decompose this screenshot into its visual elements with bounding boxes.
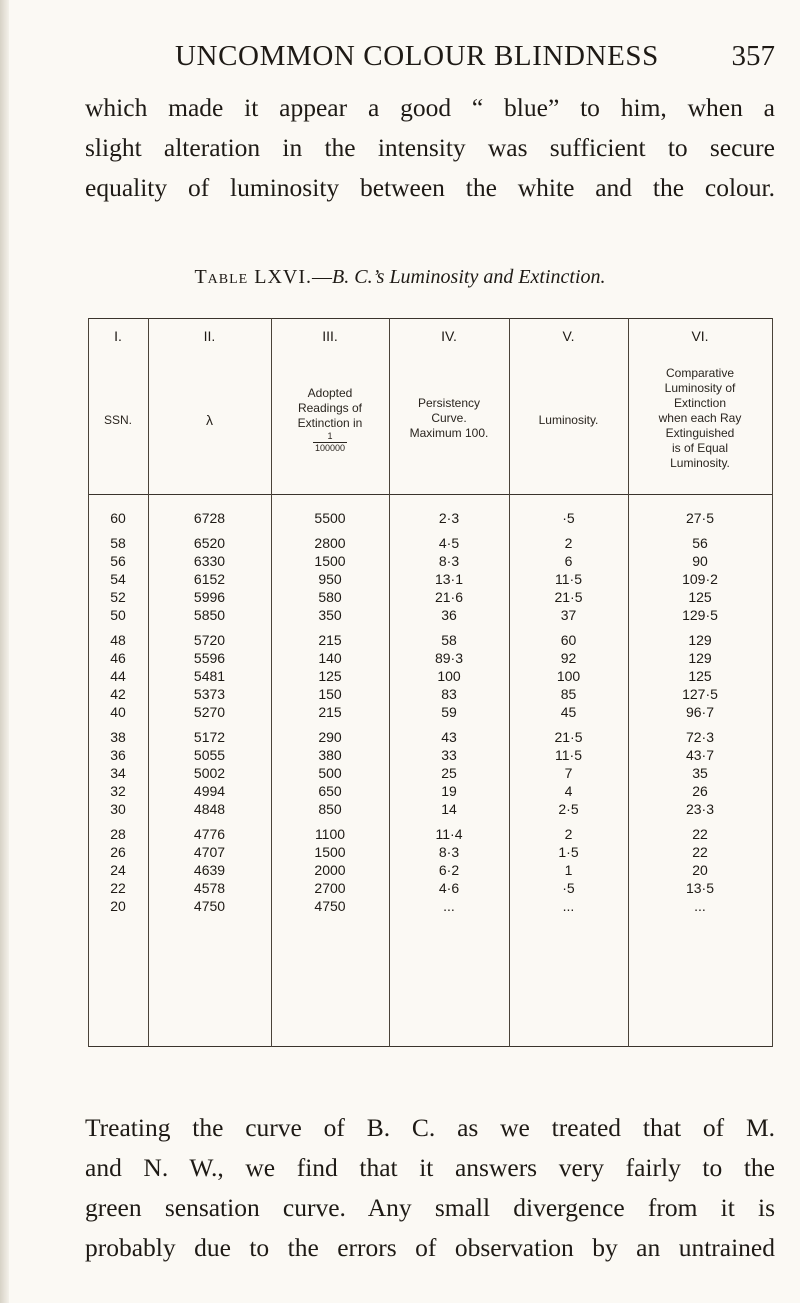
table-cell: 129·5 [682, 607, 718, 623]
table-cell: 60 [560, 632, 577, 648]
table-cell: 48 [110, 632, 126, 648]
table-cell: 5373 [193, 686, 226, 702]
table-cell: 215 [318, 632, 342, 648]
table-caption [0, 266, 800, 289]
table-cell: 5850 [193, 607, 226, 623]
table-cell: 2000 [314, 862, 346, 878]
table-cell: 6152 [193, 571, 226, 587]
table-cell: 5596 [193, 650, 226, 666]
table-cell: 85 [560, 686, 577, 702]
table-cell: 19 [441, 783, 457, 799]
column-label-line: Extinction [673, 396, 727, 410]
column-label-wavelength: λ [206, 412, 213, 428]
table-cell: 36 [110, 747, 126, 763]
fraction-denominator: 100000 [314, 443, 346, 453]
column-divider [772, 318, 773, 1047]
table-cell: 4994 [193, 783, 226, 799]
table-cell: 26 [692, 783, 708, 799]
table-cell: 125 [688, 589, 712, 605]
table-cell: 4 [564, 783, 573, 799]
table-cell: 54 [110, 571, 126, 587]
table-cell: 2·5 [558, 801, 579, 817]
paragraph-bottom [85, 1108, 775, 1268]
table-cell: 27·5 [685, 510, 715, 526]
column-header-ii: II. [203, 328, 216, 344]
table-cell: 5055 [193, 747, 226, 763]
table-cell: 90 [692, 553, 708, 569]
table-cell: 8·3 [438, 553, 460, 569]
table-cell: 45 [560, 704, 577, 720]
table-cell: 129 [688, 632, 712, 648]
column-header-iii: III. [322, 328, 338, 344]
table-cell: ·5 [562, 880, 575, 896]
table-cell: 2700 [314, 880, 346, 896]
table-cell: 52 [110, 589, 126, 605]
table-cell: 2·3 [438, 510, 460, 526]
table-cell: 60 [110, 510, 126, 526]
table-cell: 59 [441, 704, 457, 720]
page-binding-edge [0, 0, 9, 1303]
column-label-line: when each Ray [658, 411, 742, 425]
paragraph-line: green sensation curve. Any small divergence from it is [85, 1193, 775, 1222]
fraction-numerator: 1 [327, 431, 333, 441]
table-cell: 350 [318, 607, 342, 623]
running-header [175, 40, 775, 80]
table-cell: 22 [110, 880, 126, 896]
table-cell: 46 [110, 650, 126, 666]
table-cell: 100 [437, 668, 461, 684]
table-cell: 5481 [193, 668, 226, 684]
table-cell: 40 [110, 704, 126, 720]
table-cell: 5500 [314, 510, 346, 526]
table-title: B. C.’s Luminosity and Extinction. [332, 266, 606, 288]
paragraph-top [85, 88, 775, 208]
column-label-line: Luminosity of [664, 381, 736, 395]
table-cell: 32 [110, 783, 126, 799]
table-cell: 850 [318, 801, 342, 817]
table-cell: 6520 [193, 535, 226, 551]
table-cell: 13·1 [434, 571, 464, 587]
table-cell: 56 [692, 535, 708, 551]
table-cell: 125 [688, 668, 712, 684]
column-label-line: Extinguished [665, 426, 735, 440]
column-label-persistency [389, 396, 509, 441]
table-cell: 21·6 [434, 589, 464, 605]
table-cell: 30 [110, 801, 126, 817]
table-cell: 129 [688, 650, 712, 666]
table-cell: 2 [564, 826, 573, 842]
table-cell: 500 [318, 765, 342, 781]
column-header-v: V. [562, 328, 575, 344]
table-cell: 650 [318, 783, 342, 799]
table-cell: 380 [318, 747, 342, 763]
table-cell: 4776 [193, 826, 226, 842]
table-cell: 43 [441, 729, 457, 745]
table-cell: 290 [318, 729, 342, 745]
table-cell: 580 [318, 589, 342, 605]
table-cell: 140 [318, 650, 342, 666]
table-cell: 22 [692, 844, 708, 860]
table-cell: 5996 [193, 589, 226, 605]
column-label-line: Luminosity. [670, 456, 730, 470]
table-cell: 42 [110, 686, 126, 702]
table-cell: 100 [556, 668, 581, 684]
table-cell: 1·5 [558, 844, 579, 860]
table-cell: 1500 [314, 844, 346, 860]
table-cell: 150 [318, 686, 342, 702]
table-cell: 4639 [193, 862, 226, 878]
table-cell: 89·3 [434, 650, 464, 666]
table-cell: 5270 [193, 704, 226, 720]
table-rule-top [88, 318, 773, 319]
table-cell: 11·4 [435, 826, 463, 842]
table-cell: ... [562, 898, 575, 914]
caption-dash: — [312, 266, 333, 288]
table-cell: 4707 [193, 844, 226, 860]
column-label-line: Readings of [297, 401, 363, 415]
table-cell: 14 [441, 801, 457, 817]
table-cell: 4848 [193, 801, 226, 817]
table-cell: 8·3 [438, 844, 460, 860]
table-cell: 20 [692, 862, 708, 878]
table-cell: 37 [560, 607, 577, 623]
table-cell: 7 [564, 765, 573, 781]
table-cell: 4578 [193, 880, 226, 896]
page-number: 357 [731, 40, 775, 72]
table-cell: 22 [692, 826, 708, 842]
table-cell: 36 [441, 607, 457, 623]
data-table [88, 318, 773, 1048]
table-cell: 58 [441, 632, 457, 648]
paragraph-line: slight alteration in the intensity was sufficient to secure [85, 133, 775, 162]
table-cell: 21·5 [554, 589, 583, 605]
table-cell: 44 [110, 668, 126, 684]
table-cell: 35 [692, 765, 708, 781]
table-cell: 4750 [314, 898, 346, 914]
table-rule-header [88, 494, 773, 495]
table-cell: 43·7 [685, 747, 715, 763]
table-cell: 38 [110, 729, 126, 745]
table-cell: 11·5 [555, 571, 582, 587]
table-cell: ·5 [562, 510, 575, 526]
column-label-luminosity: Luminosity. [538, 413, 599, 427]
table-rule-bottom [88, 1046, 773, 1047]
column-label-line: Adopted [307, 386, 353, 400]
table-cell: 58 [110, 535, 126, 551]
fraction [271, 431, 389, 454]
column-label-line: Maximum 100. [409, 426, 489, 440]
table-cell: 5002 [193, 765, 226, 781]
table-cell: 50 [110, 607, 126, 623]
table-cell: ... [443, 898, 455, 914]
column-label-extinction [271, 386, 389, 454]
table-cell: 127·5 [682, 686, 718, 702]
column-label-line: is of Equal [671, 441, 729, 455]
table-cell: 2 [564, 535, 573, 551]
table-cell: 4·6 [438, 880, 460, 896]
column-label-line: Curve. [431, 411, 467, 425]
column-label-comparative [628, 366, 772, 471]
paragraph-line: and N. W., we find that it answers very fairly to the [85, 1153, 775, 1182]
table-cell: 6·2 [438, 862, 460, 878]
paragraph-line: Treating the curve of B. C. as we treated that of M. [85, 1113, 775, 1142]
table-cell: 24 [110, 862, 126, 878]
table-cell: 109·2 [682, 571, 718, 587]
table-cell: 56 [110, 553, 126, 569]
table-cell: 20 [110, 898, 126, 914]
table-cell: 5172 [193, 729, 226, 745]
running-title: UNCOMMON COLOUR BLINDNESS [175, 40, 659, 72]
column-label-ssn: SSN. [103, 413, 132, 427]
column-header-i: I. [114, 328, 122, 344]
table-cell: 72·3 [685, 729, 715, 745]
table-cell: 1500 [314, 553, 346, 569]
table-cell: 4750 [193, 898, 226, 914]
table-cell: 33 [441, 747, 457, 763]
table-cell: 28 [110, 826, 126, 842]
table-cell: 5720 [193, 632, 226, 648]
column-header-iv: IV. [441, 328, 457, 344]
paragraph-line: which made it appear a good “ blue” to him, when a [85, 93, 775, 122]
table-cell: 26 [110, 844, 126, 860]
table-cell: 2800 [314, 535, 346, 551]
table-cell: 21·5 [554, 729, 583, 745]
table-cell: 96·7 [685, 704, 715, 720]
table-cell: 25 [441, 765, 457, 781]
table-cell: 92 [560, 650, 577, 666]
column-label-line: Persistency [417, 396, 481, 410]
column-header-vi: VI. [691, 328, 709, 344]
table-cell: 23·3 [685, 801, 715, 817]
table-cell: 1 [564, 862, 573, 878]
column-label-line: Extinction in [297, 416, 363, 430]
table-cell: 215 [318, 704, 342, 720]
table-label: Table LXVI. [194, 266, 313, 288]
paragraph-line: equality of luminosity between the white and the colour. [85, 173, 775, 202]
table-cell: 6728 [193, 510, 226, 526]
paragraph-line: probably due to the errors of observation by an untrained [85, 1233, 775, 1262]
table-cell: 125 [318, 668, 342, 684]
table-cell: ... [694, 898, 706, 914]
table-cell: 34 [110, 765, 126, 781]
table-cell: 6 [564, 553, 573, 569]
table-cell: 6330 [193, 553, 226, 569]
table-cell: 950 [318, 571, 342, 587]
table-cell: 4·5 [438, 535, 460, 551]
table-cell: 83 [441, 686, 457, 702]
table-cell: 1100 [314, 826, 346, 842]
table-cell: 11·5 [555, 747, 582, 763]
table-cell: 13·5 [685, 880, 715, 896]
column-label-line: Comparative [665, 366, 735, 380]
